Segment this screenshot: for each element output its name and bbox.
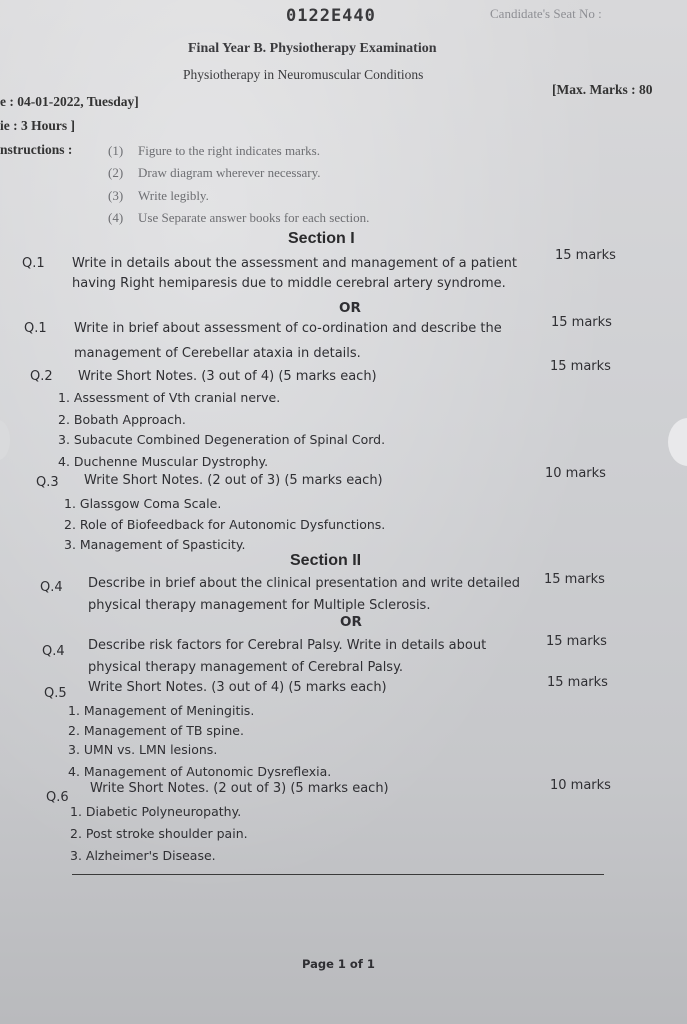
right-edge-tab	[668, 418, 687, 466]
question-marks: 10 marks	[545, 466, 606, 481]
left-edge-shadow	[0, 420, 10, 460]
question-number: Q.1	[22, 256, 45, 271]
question-number: Q.1	[24, 321, 47, 336]
instruction-num: (2)	[108, 165, 124, 180]
question-number: Q.4	[40, 580, 63, 595]
question-text: management of Cerebellar ataxia in details.	[74, 346, 361, 361]
paper-code: 0122E440	[286, 6, 376, 26]
question-text: Describe risk factors for Cerebral Palsy. Write in details about	[88, 638, 487, 653]
question-number: Q.6	[46, 790, 69, 805]
list-item: 3. Management of Spasticity.	[64, 537, 246, 552]
question-marks: 15 marks	[555, 248, 616, 263]
section-1-title: Section I	[288, 230, 355, 247]
question-number: Q.3	[36, 475, 59, 490]
instruction-text: Use Separate answer books for each section.	[138, 210, 370, 225]
list-item: 2. Post stroke shoulder pain.	[70, 826, 248, 841]
subject-title: Physiotherapy in Neuromuscular Conditions	[183, 67, 424, 82]
exam-date: e : 04-01-2022, Tuesday]	[0, 94, 139, 109]
list-item: 2. Bobath Approach.	[58, 412, 186, 427]
list-item: 1. Glassgow Coma Scale.	[64, 496, 222, 511]
question-text: Write Short Notes. (2 out of 3) (5 marks each)	[84, 473, 383, 488]
question-text: physical therapy management for Multiple Sclerosis.	[88, 598, 431, 613]
question-marks: 15 marks	[544, 572, 605, 587]
question-number: Q.4	[42, 644, 65, 659]
question-marks: 15 marks	[551, 315, 612, 330]
list-item: 2. Management of TB spine.	[68, 723, 244, 738]
list-item: 4. Management of Autonomic Dysreflexia.	[68, 764, 332, 779]
instruction-text: Write legibly.	[138, 188, 209, 203]
or-separator: OR	[340, 614, 362, 630]
exam-title: Final Year B. Physiotherapy Examination	[188, 41, 437, 56]
list-item: 3. Alzheimer's Disease.	[70, 848, 216, 863]
question-number: Q.5	[44, 686, 67, 701]
question-text: Write in details about the assessment and management of a patient	[72, 256, 518, 271]
instruction-num: (1)	[108, 143, 124, 158]
list-item: 1. Assessment of Vth cranial nerve.	[58, 390, 281, 405]
question-marks: 15 marks	[546, 634, 607, 649]
question-text: physical therapy management of Cerebral Palsy.	[88, 660, 404, 675]
instruction-text: Draw diagram wherever necessary.	[138, 165, 321, 180]
list-item: 4. Duchenne Muscular Dystrophy.	[58, 454, 269, 469]
end-divider	[72, 874, 604, 875]
exam-duration: ie : 3 Hours ]	[0, 118, 75, 133]
question-text: having Right hemiparesis due to middle cerebral artery syndrome.	[72, 276, 506, 291]
seat-number-label: Candidate's Seat No :	[490, 6, 602, 21]
instruction-num: (4)	[108, 210, 124, 225]
question-text: Describe in brief about the clinical presentation and write detailed	[88, 576, 520, 591]
list-item: 1. Diabetic Polyneuropathy.	[70, 804, 242, 819]
list-item: 3. Subacute Combined Degeneration of Spinal Cord.	[58, 432, 386, 447]
max-marks: [Max. Marks : 80	[552, 82, 653, 97]
page-number: Page 1 of 1	[302, 957, 375, 971]
list-item: 2. Role of Biofeedback for Autonomic Dysfunctions.	[64, 517, 386, 532]
question-text: Write Short Notes. (2 out of 3) (5 marks each)	[90, 781, 389, 796]
instruction-text: Figure to the right indicates marks.	[138, 143, 320, 158]
question-marks: 10 marks	[550, 778, 611, 793]
question-number: Q.2	[30, 369, 53, 384]
section-2-title: Section II	[290, 552, 362, 569]
instruction-num: (3)	[108, 188, 124, 203]
question-text: Write Short Notes. (3 out of 4) (5 marks each)	[78, 369, 377, 384]
question-text: Write Short Notes. (3 out of 4) (5 marks each)	[88, 680, 387, 695]
question-marks: 15 marks	[547, 675, 608, 690]
question-text: Write in brief about assessment of co-ordination and describe the	[74, 321, 502, 336]
list-item: 1. Management of Meningitis.	[68, 703, 255, 718]
or-separator: OR	[339, 300, 361, 316]
question-marks: 15 marks	[550, 359, 611, 374]
list-item: 3. UMN vs. LMN lesions.	[68, 742, 218, 757]
instructions-label: nstructions :	[0, 142, 73, 157]
